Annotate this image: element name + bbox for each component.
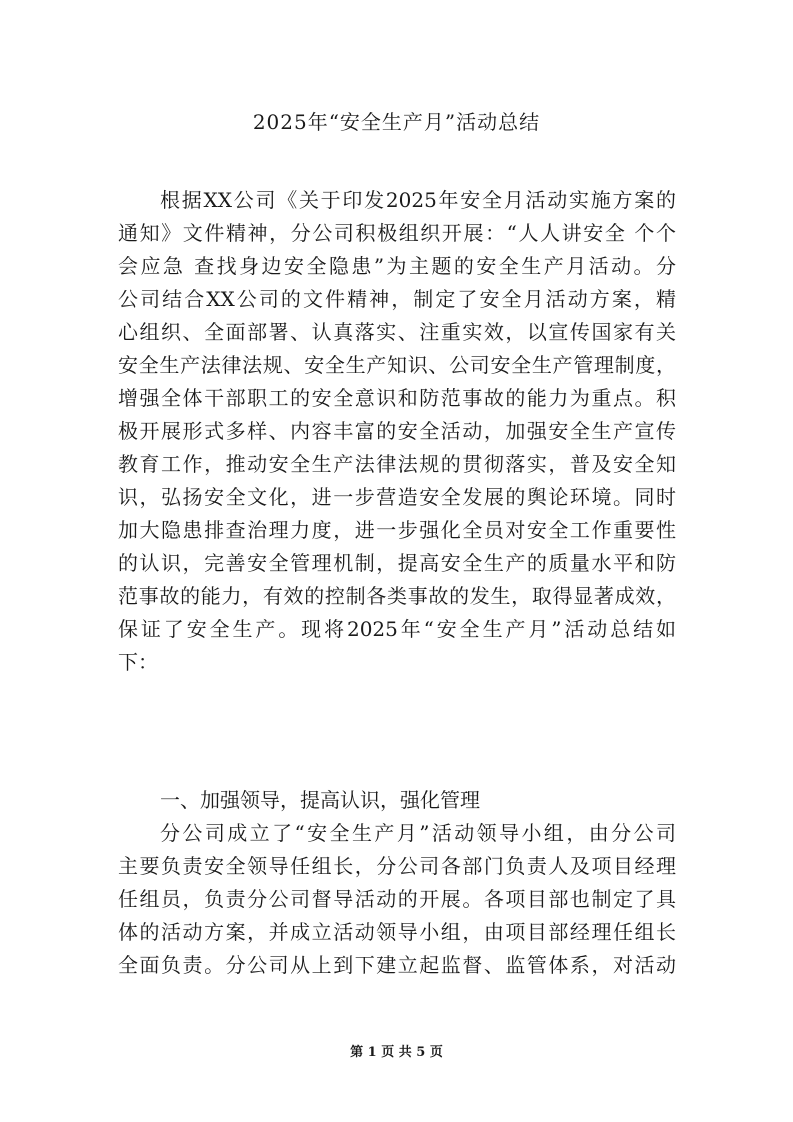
paragraph-line: 极开展形式多样、内容丰富的安全活动，加强安全生产宣传	[118, 419, 676, 443]
paragraph-line: 会应急 查找身边安全隐患”为主题的安全生产月活动。分	[118, 254, 676, 278]
paragraph-line: 增强全体干部职工的安全意识和防范事故的能力为重点。积	[118, 386, 676, 410]
paragraph-line: 全面负责。分公司从上到下建立起监督、监管体系，对活动	[118, 953, 676, 977]
paragraph-line: 体的活动方案，并成立活动领导小组，由项目部经理任组长	[118, 920, 676, 944]
paragraph-line: 的认识，完善安全管理机制，提高安全生产的质量水平和防	[118, 551, 676, 575]
paragraph-line: 安全生产法律法规、安全生产知识、公司安全生产管理制度，	[118, 353, 676, 377]
paragraph-line: 任组员，负责分公司督导活动的开展。各项目部也制定了具	[118, 887, 676, 911]
paragraph-line: 加大隐患排查治理力度，进一步强化全员对安全工作重要性	[118, 518, 676, 542]
paragraph-line: 分公司成立了“安全生产月”活动领导小组，由分公司	[160, 821, 676, 845]
paragraph-line: 教育工作，推动安全生产法律法规的贯彻落实，普及安全知	[118, 452, 676, 476]
page-footer: 第 1 页 共 5 页	[350, 1045, 443, 1060]
paragraph-line: 根据XX公司《关于印发2025年安全月活动实施方案的	[160, 188, 676, 212]
section-heading: 一、加强领导，提高认识，强化管理	[160, 788, 480, 812]
paragraph-line: 通知》文件精神，分公司积极组织开展：“人人讲安全 个个	[118, 221, 676, 245]
document-title: 2025年“安全生产月”活动总结	[252, 110, 541, 134]
paragraph-line: 下：	[118, 650, 158, 674]
paragraph-line: 主要负责安全领导任组长，分公司各部门负责人及项目经理	[118, 854, 676, 878]
paragraph-line: 保证了安全生产。现将2025年“安全生产月”活动总结如	[118, 617, 676, 641]
paragraph-line: 心组织、全面部署、认真落实、注重实效，以宣传国家有关	[118, 320, 676, 344]
section-1	[118, 784, 676, 982]
paragraph-line: 识，弘扬安全文化，进一步营造安全发展的舆论环境。同时	[118, 485, 676, 509]
paragraph-line: 范事故的能力，有效的控制各类事故的发生，取得显著成效，	[118, 584, 676, 608]
intro-paragraph	[118, 184, 676, 679]
paragraph-line: 公司结合XX公司的文件精神，制定了安全月活动方案，精	[118, 287, 676, 311]
